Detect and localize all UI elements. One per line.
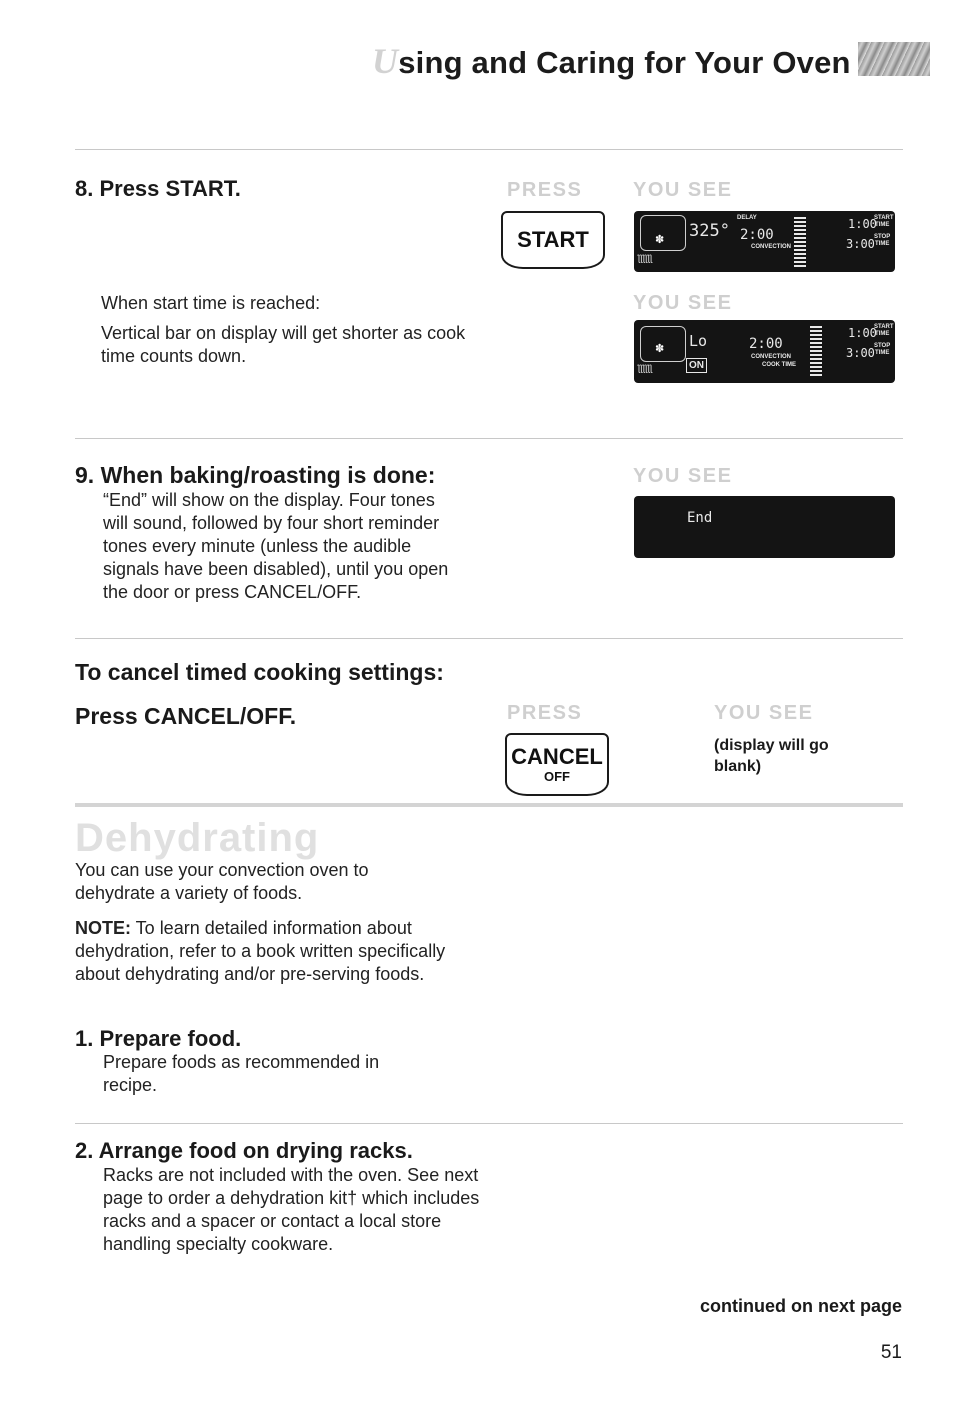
start-time-label-a: START: [874, 215, 894, 221]
page-number: 51: [880, 1342, 902, 1363]
start-time-label-b: TIME: [875, 331, 890, 337]
oven-display-counting: [634, 320, 895, 383]
note-text: To learn detailed information about dehydration, refer to a book written specifically about dehydrating and/or pre-serving foods.: [75, 918, 446, 984]
cancel-off-key: [505, 733, 609, 796]
section-title-dehydrating: Dehydrating: [75, 816, 320, 860]
divider: [75, 1123, 903, 1124]
divider: [75, 638, 903, 639]
cook-time-bar: [810, 326, 822, 378]
press-label: PRESS: [507, 702, 583, 724]
note-label: NOTE:: [75, 918, 131, 938]
stop-time-label-b: TIME: [875, 241, 890, 247]
dehydrate-step-1-title: 1. Prepare food.: [75, 1026, 242, 1051]
step-8-title: 8. Press START.: [75, 176, 241, 201]
on-indicator: ON: [686, 358, 707, 373]
start-time-value: 1:00: [848, 326, 877, 340]
display-end-text: End: [687, 510, 713, 526]
fan-icon: ✽: [655, 234, 665, 246]
stop-time-value: 3:00: [846, 346, 875, 360]
heat-element-icon: ƪƪƪƪƪƪ: [637, 363, 652, 373]
cook-time-bar: [794, 217, 806, 269]
you-see-label: YOU SEE: [714, 702, 814, 724]
press-label: PRESS: [507, 179, 583, 201]
step-9-text: “End” will show on the display. Four tones will sound, followed by four short reminder tones every minute (unless the audible signals have been disabled), until you open the door or press CANCEL/OFF.: [103, 490, 449, 602]
dehydrating-intro: You can use your convection oven to dehydrate a variety of foods.: [75, 860, 369, 903]
step-9-title: 9. When baking/roasting is done:: [75, 462, 436, 488]
cook-time-label: COOK TIME: [762, 362, 796, 368]
convection-label: CONVECTION: [751, 244, 792, 250]
dehydrate-step-2-title: 2. Arrange food on drying racks.: [75, 1138, 413, 1163]
you-see-label-2: YOU SEE: [633, 292, 733, 314]
cancel-subheading: Press CANCEL/OFF.: [75, 703, 297, 729]
off-key-label: OFF: [544, 769, 570, 784]
header-decorative-pattern: [858, 42, 930, 76]
dehydrate-step-2-text: Racks are not included with the oven. See next page to order a dehydration kit† which includes racks and a spacer or contact a local store handling specialty cookware.: [103, 1165, 480, 1254]
start-time-value: 1:00: [848, 217, 877, 231]
continued-note: continued on next page: [699, 1296, 902, 1316]
dehydrate-step-1-text: Prepare foods as recommended in recipe.: [103, 1052, 380, 1095]
display-blank-text: (display will go blank): [714, 737, 829, 775]
header-initial: U: [372, 41, 399, 81]
stop-time-label-a: STOP: [874, 343, 891, 349]
divider: [75, 438, 903, 439]
page-header-title: [372, 40, 851, 82]
display-cook-time: 2:00: [749, 336, 783, 352]
convection-label: CONVECTION: [751, 354, 792, 360]
cancel-key-label: CANCEL: [511, 744, 603, 769]
fan-icon: ✽: [655, 343, 665, 355]
step-8-start-time-text: When start time is reached:: [101, 293, 321, 313]
start-time-label-a: START: [874, 324, 894, 330]
display-temperature: Lo: [689, 332, 708, 350]
stop-time-label-b: TIME: [875, 350, 890, 356]
step-8-bar-text: Vertical bar on display will get shorter as cook time counts down.: [101, 323, 466, 366]
stop-time-value: 3:00: [846, 237, 875, 251]
oven-display-start: [634, 211, 895, 272]
cancel-heading: To cancel timed cooking settings:: [75, 659, 444, 685]
header-title-text: sing and Caring for Your Oven: [398, 45, 851, 80]
stop-time-label-a: STOP: [874, 234, 891, 240]
display-cook-time: 2:00: [740, 227, 774, 243]
section-divider: [75, 803, 903, 807]
heat-element-icon: ƪƪƪƪƪƪ: [637, 253, 652, 263]
you-see-label: YOU SEE: [633, 179, 733, 201]
start-key: [501, 211, 605, 269]
dehydrating-note: [75, 917, 460, 986]
start-time-label-b: TIME: [875, 222, 890, 228]
delay-label: DELAY: [737, 215, 757, 221]
you-see-label: YOU SEE: [633, 465, 733, 487]
start-key-label: START: [517, 227, 589, 252]
oven-display-end: [634, 496, 895, 558]
display-temperature: 325°: [689, 221, 730, 241]
divider: [75, 149, 903, 150]
